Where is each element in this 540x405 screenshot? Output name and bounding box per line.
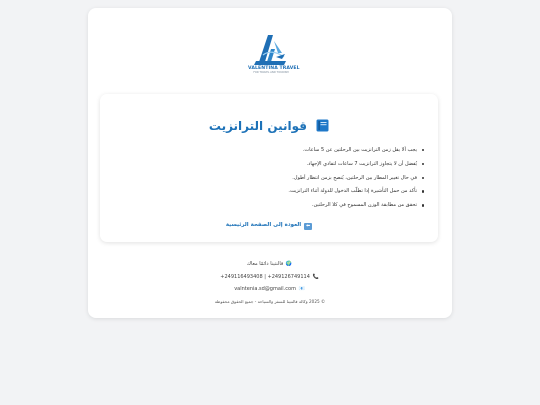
footer-email-row (88, 283, 452, 296)
rules-list (116, 146, 426, 215)
footer (88, 258, 452, 308)
list-item: في حال تغيير المطار بين الرحلتين، يُنصح بزمن انتظار أطول. (116, 174, 426, 188)
title-text: قوانين الترانزيت (208, 119, 308, 133)
main-card (88, 8, 452, 318)
transit-rules-panel (100, 94, 438, 242)
footer-slogan: فالنتينا دائمًا معاك (246, 261, 284, 267)
back-link-label: العودة إلى الصفحة الرئيسية (225, 222, 302, 228)
phone-icon: 📞 (312, 273, 319, 280)
brand-name: VALENTINA TRAVEL (248, 66, 300, 71)
list-item: يجب ألا يقل زمن الترانزيت بين الرحلتين عن 5 ساعات. (116, 146, 426, 160)
email-icon: 📧 (298, 286, 305, 292)
brand-tagline: FOR TRAVEL AND TOURISM (253, 71, 289, 74)
footer-slogan-row (88, 258, 452, 271)
list-item: تأكد من حمل التأشيرة إذا تطلّب الدخول للدولة أثناء الترانزيت. (116, 187, 426, 201)
valentina-logo-icon (254, 31, 288, 67)
list-item: تحقق من مطابقة الوزن المسموح في كلا الرحلتين. (116, 201, 426, 215)
footer-copyright: © 2025 وكالة فالنتينا للسفر والسياحة - جميع الحقوق محفوظة (214, 298, 326, 304)
list-item: يُفضل أن لا يتجاوز الترانزيت 7 ساعات لتفادي الإجهاد. (116, 160, 426, 174)
back-arrow-icon: ⬅ (306, 223, 311, 229)
footer-phones[interactable]: +249116493408 | +249126749114 (220, 273, 310, 280)
footer-email[interactable]: valntenia.sd@gmail.com (234, 286, 296, 292)
back-to-home-link[interactable] (100, 222, 438, 230)
globe-icon: 🌍 (285, 261, 293, 267)
page-title (100, 115, 438, 134)
book-icon (316, 117, 329, 130)
footer-phones-row (88, 271, 452, 284)
brand-logo[interactable] (248, 31, 300, 83)
